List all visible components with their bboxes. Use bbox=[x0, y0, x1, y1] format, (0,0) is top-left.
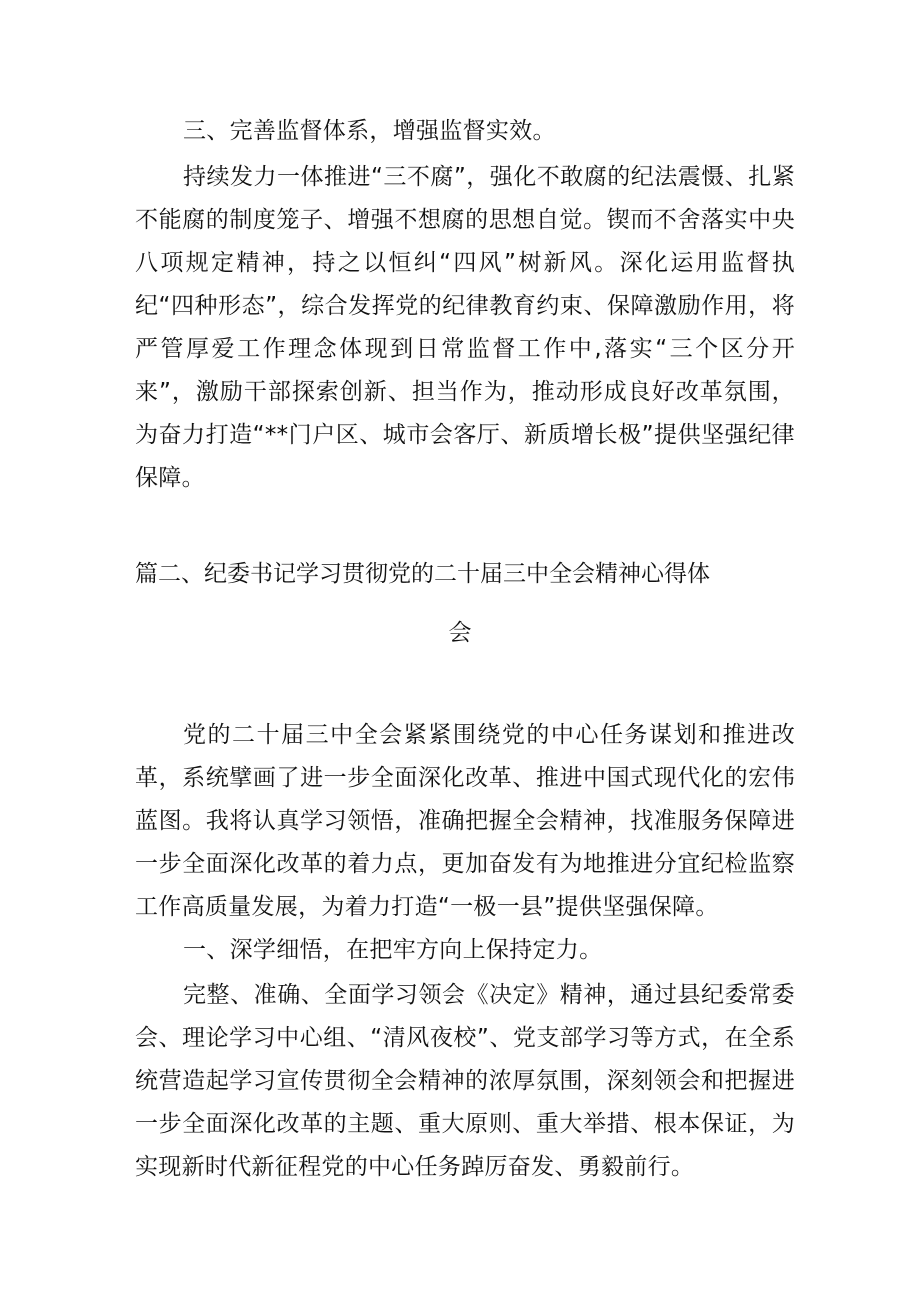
article-title-line-2: 会 bbox=[448, 620, 472, 646]
section-heading-one: 一、深学细悟，在把牢方向上保持定力。 bbox=[183, 937, 603, 963]
section-heading-three: 三、完善监督体系，增强监督实效。 bbox=[183, 118, 556, 144]
article-title-line-1: 篇二、纪委书记学习贯彻党的二十届三中全会精神心得体 bbox=[135, 561, 710, 587]
section-three-body: 持续发力一体推进“三不腐”，强化不敢腐的纪法震慑、扎紧不能腐的制度笼子、增强不想腐的思想自觉。锲而不舍落实中央八项规定精神，持之以恒纠“四风”树新风。深化运用监督执纪“四种形态”，综合发挥党的纪律教育约束、保障激励作用，将严管厚爱工作理念体现到日常监督工作中,落实“三个区分开来”，激励干部探索创新、担当作为，推动形成良好改革氛围，为奋力打造“**门户区、城市会客厅、新质增长极”提供坚强纪律保障。 bbox=[135, 164, 795, 491]
section-one-body: 完整、准确、全面学习领会《决定》精神，通过县纪委常委会、理论学习中心组、“清风夜校”、党支部学习等方式，在全系统营造起学习宣传贯彻全会精神的浓厚氛围，深刻领会和把握进一步全面深化改革的主题、重大原则、重大举措、根本保证，为实现新时代新征程党的中心任务踔厉奋发、勇毅前行。 bbox=[135, 982, 795, 1180]
article-intro-paragraph: 党的二十届三中全会紧紧围绕党的中心任务谋划和推进改革，系统擘画了进一步全面深化改革、推进中国式现代化的宏伟蓝图。我将认真学习领悟，准确把握全会精神，找准服务保障进一步全面深化改革的着力点，更加奋发有为地推进分宜纪检监察工作高质量发展，为着力打造“一极一县”提供坚强保障。 bbox=[135, 722, 795, 920]
